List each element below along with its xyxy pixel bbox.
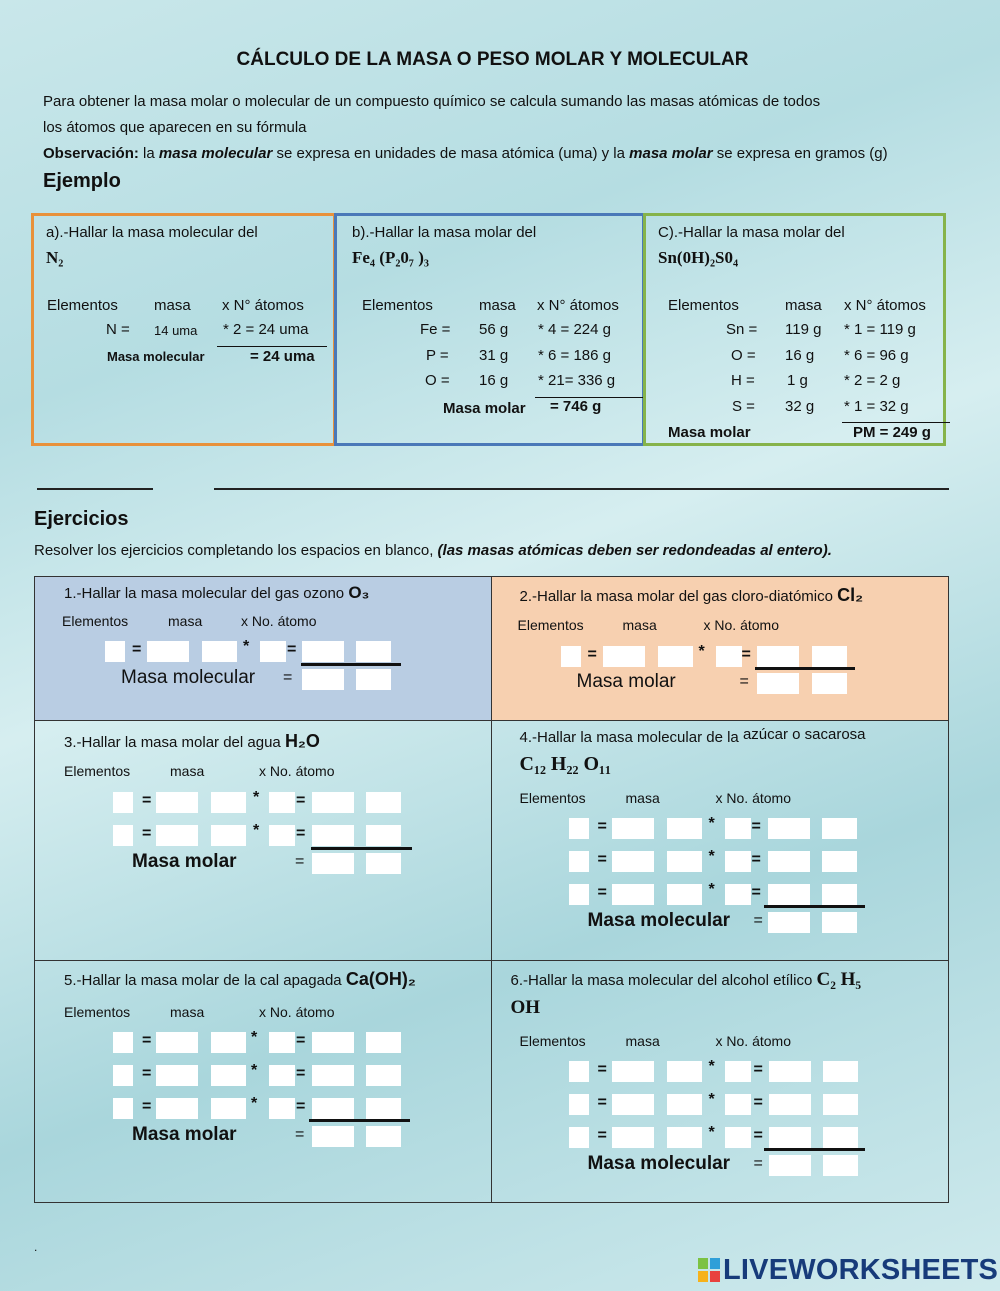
- exercise-1-formula: O₃: [348, 583, 370, 602]
- ex5-r3-product-unit-input[interactable]: [366, 1098, 401, 1119]
- ex2-atoms-input[interactable]: [716, 646, 742, 667]
- ex4-r2-unit-input[interactable]: [667, 851, 702, 872]
- ex6-r3-element-input[interactable]: [569, 1127, 589, 1148]
- ex4-r1-eq-2: =: [751, 818, 761, 835]
- exercise-1-title: [64, 583, 369, 603]
- example-b-header-elementos: Elementos: [362, 297, 433, 314]
- ex2-eq-1: =: [587, 646, 597, 663]
- example-c-row1-element: Sn =: [726, 321, 758, 338]
- example-c-rule: [842, 422, 950, 423]
- exercise-1-title-text: 1.-Hallar la masa molecular del gas ozono: [64, 585, 349, 602]
- ex4-r1-times: *: [708, 815, 715, 832]
- example-b-row1-element: Fe =: [420, 321, 451, 338]
- example-a-total-label: Masa molecular: [107, 349, 205, 364]
- ex2-mass-input[interactable]: [603, 646, 645, 667]
- example-c-row4-element: S =: [732, 398, 755, 415]
- ex6-r3-mass-input[interactable]: [612, 1127, 654, 1148]
- example-c-header-masa: masa: [785, 297, 822, 314]
- ex5-r3-mass-input[interactable]: [156, 1098, 198, 1119]
- ex5-r1-times: *: [251, 1029, 258, 1046]
- example-a-mass: 14 uma: [154, 323, 198, 338]
- example-b-header-atomos: x N° átomos: [537, 297, 619, 314]
- ex6-r1-eq: =: [597, 1061, 607, 1078]
- ex6-r1-mass-input[interactable]: [612, 1061, 654, 1082]
- liveworksheets-logo: [698, 1254, 998, 1287]
- example-b-formula: Fe₄ (P₂0₇ )₃: [352, 248, 430, 267]
- ex4-r3-mass-input[interactable]: [612, 884, 654, 905]
- instructions: [34, 542, 832, 559]
- example-a-rule: [217, 346, 327, 347]
- separator-left: [37, 488, 153, 490]
- exercise-6-formula: C₂ H₅: [816, 969, 862, 990]
- ex3-r1-mass-input[interactable]: [156, 792, 198, 813]
- separator-right: [214, 488, 949, 490]
- ex5-r1-product-input[interactable]: [312, 1032, 354, 1053]
- example-c-row4-mass: 32 g: [785, 398, 815, 415]
- exercise-3-cell: [35, 721, 492, 961]
- example-b-box: [334, 213, 645, 446]
- ex4-total-unit-input[interactable]: [822, 912, 857, 933]
- ex6-r2-product-input[interactable]: [769, 1094, 811, 1115]
- ex1-eq-2: =: [287, 641, 297, 658]
- ex3-r1-product-input[interactable]: [312, 792, 354, 813]
- ex5-r3-times: *: [251, 1095, 258, 1112]
- ex4-r1-product-input[interactable]: [768, 818, 810, 839]
- obs-text-1: la: [138, 145, 159, 162]
- ex2-total-input[interactable]: [757, 673, 799, 694]
- ex1-sum-rule: [301, 663, 401, 666]
- ex3-r2-element-input[interactable]: [113, 825, 133, 846]
- ex4-sum-rule: [764, 905, 865, 908]
- ejercicios-heading: Ejercicios: [34, 508, 129, 530]
- ex3-r2-unit-input[interactable]: [211, 825, 246, 846]
- ejemplo-heading: Ejemplo: [43, 170, 121, 192]
- example-c-row2-product: * 6 = 96 g: [844, 347, 909, 364]
- example-a-formula: N₂: [46, 248, 64, 267]
- ex1-total-input[interactable]: [302, 669, 344, 690]
- exercise-6-title-text: 6.-Hallar la masa molecular del alcohol etílico: [510, 972, 817, 989]
- ex5-eq-total: =: [295, 1126, 305, 1143]
- ex1-mass-unit-input[interactable]: [202, 641, 237, 662]
- obs-text-2: se expresa en unidades de masa atómica (uma) y la: [272, 145, 630, 162]
- example-b-row3-element: O =: [425, 372, 450, 389]
- ex4-r2-element-input[interactable]: [569, 851, 589, 872]
- ex5-r1-unit-input[interactable]: [211, 1032, 246, 1053]
- exercise-6-header-atomo: x No. átomo: [715, 1033, 791, 1049]
- example-c-total-label: Masa molar: [668, 424, 751, 441]
- ex5-r1-eq-2: =: [296, 1032, 306, 1049]
- example-c-row4-product: * 1 = 32 g: [844, 398, 909, 415]
- exercise-6-header-elementos: Elementos: [519, 1033, 586, 1049]
- exercise-1-header-masa: masa: [168, 613, 203, 629]
- ex1-atoms-input[interactable]: [260, 641, 286, 662]
- example-b-title: b).-Hallar la masa molar del: [352, 224, 537, 241]
- ex5-r2-product-input[interactable]: [312, 1065, 354, 1086]
- exercise-5-formula: Ca(OH)₂: [345, 969, 416, 989]
- ex6-r2-mass-input[interactable]: [612, 1094, 654, 1115]
- obs-text-3: se expresa en gramos (g): [712, 145, 888, 162]
- observation-label: Observación:: [43, 145, 139, 162]
- ex6-r2-eq-2: =: [753, 1094, 763, 1111]
- exercise-3-header-elementos: Elementos: [64, 763, 131, 779]
- example-b-row3-product: * 21= 336 g: [538, 372, 616, 389]
- ex1-eq-1: =: [132, 641, 142, 658]
- example-c-total: PM = 249 g: [853, 424, 931, 441]
- ex4-r2-atoms-input[interactable]: [725, 851, 751, 872]
- ex6-r2-eq: =: [597, 1094, 607, 1111]
- example-b-row2-product: * 6 = 186 g: [538, 347, 611, 364]
- ex3-total-input[interactable]: [312, 853, 354, 874]
- example-c-header-elementos: Elementos: [668, 297, 739, 314]
- ex6-r3-atoms-input[interactable]: [725, 1127, 751, 1148]
- exercise-4-header-masa: masa: [625, 790, 660, 806]
- ex5-r1-element-input[interactable]: [113, 1032, 133, 1053]
- example-b-header-masa: masa: [479, 297, 516, 314]
- ex5-r1-product-unit-input[interactable]: [366, 1032, 401, 1053]
- instructions-emphasis: (las masas atómicas deben ser redondeadas al entero).: [437, 542, 832, 559]
- example-c-row3-element: H =: [731, 372, 755, 389]
- ex3-r1-product-unit-input[interactable]: [366, 792, 401, 813]
- exercise-5-header-masa: masa: [170, 1004, 205, 1020]
- ex6-r1-unit-input[interactable]: [667, 1061, 702, 1082]
- ex4-r1-element-input[interactable]: [569, 818, 589, 839]
- ex5-r2-eq-2: =: [296, 1065, 306, 1082]
- ex1-times: *: [243, 638, 250, 655]
- ex4-r3-eq: =: [597, 884, 607, 901]
- ex5-r2-atoms-input[interactable]: [269, 1065, 295, 1086]
- ex4-r1-atoms-input[interactable]: [725, 818, 751, 839]
- ex5-r3-product-input[interactable]: [312, 1098, 354, 1119]
- example-b-row3-mass: 16 g: [479, 372, 509, 389]
- example-c-row3-product: * 2 = 2 g: [844, 372, 901, 389]
- exercise-5-header-elementos: Elementos: [64, 1004, 131, 1020]
- ex4-r3-unit-input[interactable]: [667, 884, 702, 905]
- ex6-r1-element-input[interactable]: [569, 1061, 589, 1082]
- ex3-total-label: Masa molar: [132, 851, 237, 872]
- ex3-r2-atoms-input[interactable]: [269, 825, 295, 846]
- ex4-r2-product-unit-input[interactable]: [822, 851, 857, 872]
- ex4-r1-unit-input[interactable]: [667, 818, 702, 839]
- ex6-r1-product-input[interactable]: [769, 1061, 811, 1082]
- ex4-r2-times: *: [708, 848, 715, 865]
- example-c-box: [643, 213, 946, 446]
- ex5-total-unit-input[interactable]: [366, 1126, 401, 1147]
- exercise-grid: [34, 576, 949, 1203]
- example-b-total: = 746 g: [550, 398, 602, 415]
- ex3-r1-times: *: [253, 789, 260, 806]
- ex4-r3-atoms-input[interactable]: [725, 884, 751, 905]
- example-b-total-label: Masa molar: [443, 400, 526, 417]
- ex5-r2-mass-input[interactable]: [156, 1065, 198, 1086]
- ex4-r2-product-input[interactable]: [768, 851, 810, 872]
- exercise-6-title: [511, 969, 862, 991]
- example-b-row1-mass: 56 g: [479, 321, 509, 338]
- ex5-r2-element-input[interactable]: [113, 1065, 133, 1086]
- example-a-header-masa: masa: [154, 297, 191, 314]
- ex2-total-unit-input[interactable]: [812, 673, 847, 694]
- exercise-3-header-atomo: x No. átomo: [259, 763, 335, 779]
- ex5-r2-unit-input[interactable]: [211, 1065, 246, 1086]
- ex6-r3-times: *: [708, 1124, 715, 1141]
- ex4-r3-element-input[interactable]: [569, 884, 589, 905]
- ex6-r1-eq-2: =: [753, 1061, 763, 1078]
- exercise-2-title-text: 2.-Hallar la masa molar del gas cloro-diatómico: [519, 588, 838, 605]
- exercise-4-header-atomo: x No. átomo: [715, 790, 791, 806]
- ex1-total-label: Masa molecular: [121, 667, 256, 688]
- ex6-r1-product-unit-input[interactable]: [823, 1061, 858, 1082]
- ex2-sum-rule: [755, 667, 855, 670]
- exercise-6-formula-2: OH: [510, 997, 541, 1018]
- ex6-eq-total: =: [753, 1155, 763, 1172]
- ex5-r3-unit-input[interactable]: [211, 1098, 246, 1119]
- page-title: CÁLCULO DE LA MASA O PESO MOLAR Y MOLECULAR: [236, 49, 749, 70]
- ex2-eq-total: =: [739, 673, 749, 690]
- example-c-row1-product: * 1 = 119 g: [844, 321, 916, 338]
- ex2-product-unit-input[interactable]: [812, 646, 847, 667]
- ex4-r2-eq-2: =: [751, 851, 761, 868]
- ex5-r3-eq-2: =: [296, 1098, 306, 1115]
- example-a-title: a).-Hallar la masa molecular del: [46, 224, 258, 241]
- ex3-r1-eq: =: [142, 792, 152, 809]
- exercise-1-header-atomo: x No. átomo: [241, 613, 317, 629]
- ex1-eq-total: =: [283, 669, 293, 686]
- ex3-total-unit-input[interactable]: [366, 853, 401, 874]
- ex2-eq-2: =: [741, 646, 751, 663]
- ex5-total-input[interactable]: [312, 1126, 354, 1147]
- intro-line-2: los átomos que aparecen en su fórmula: [43, 119, 307, 136]
- ex3-r2-eq-2: =: [296, 825, 306, 842]
- ex6-r3-product-input[interactable]: [769, 1127, 811, 1148]
- ex6-r2-times: *: [708, 1091, 715, 1108]
- ex4-r1-eq: =: [597, 818, 607, 835]
- ex1-total-unit-input[interactable]: [356, 669, 391, 690]
- exercise-2-formula: Cl₂: [837, 585, 864, 605]
- ex2-element-input[interactable]: [561, 646, 581, 667]
- exercise-4-title-text-2: azúcar o sacarosa: [742, 726, 866, 743]
- ex5-r3-eq: =: [142, 1098, 152, 1115]
- exercise-3-formula: H₂O: [284, 731, 320, 751]
- ex6-r1-times: *: [708, 1058, 715, 1075]
- ex3-eq-total: =: [295, 853, 305, 870]
- exercise-3-title-text: 3.-Hallar la masa molar del agua: [64, 734, 285, 751]
- ex6-r2-unit-input[interactable]: [667, 1094, 702, 1115]
- exercise-5-title: [64, 969, 416, 990]
- ex4-total-input[interactable]: [768, 912, 810, 933]
- example-c-title: C).-Hallar la masa molar del: [658, 224, 845, 241]
- exercise-3-title: [64, 731, 320, 752]
- ex6-r1-atoms-input[interactable]: [725, 1061, 751, 1082]
- exercise-2-header-atomo: x No. átomo: [703, 617, 779, 633]
- exercise-4-title: [519, 726, 866, 746]
- exercise-1-cell: [35, 577, 492, 721]
- intro-line-1: Para obtener la masa molar o molecular de un compuesto químico se calcula sumando las masas atómicas de todos: [43, 93, 821, 110]
- ex4-r2-mass-input[interactable]: [612, 851, 654, 872]
- example-c-row1-mass: 119 g: [785, 321, 822, 338]
- ex1-product-unit-input[interactable]: [356, 641, 391, 662]
- example-c-formula: Sn(0H)₂S0₄: [658, 248, 739, 267]
- obs-bold-1: masa molecular: [158, 145, 273, 162]
- ex2-total-label: Masa molar: [576, 671, 676, 692]
- obs-bold-2: masa molar: [629, 145, 713, 162]
- example-c-row2-element: O =: [731, 347, 756, 364]
- ex3-r2-times: *: [253, 822, 260, 839]
- ex4-eq-total: =: [753, 912, 763, 929]
- ex5-r2-eq: =: [142, 1065, 152, 1082]
- exercise-4-cell: [491, 721, 949, 961]
- ex3-r1-atoms-input[interactable]: [269, 792, 295, 813]
- ex5-r1-mass-input[interactable]: [156, 1032, 198, 1053]
- ex5-r2-times: *: [251, 1062, 258, 1079]
- footer-dot: .: [34, 1240, 38, 1254]
- ex3-r2-product-input[interactable]: [312, 825, 354, 846]
- ex3-r1-unit-input[interactable]: [211, 792, 246, 813]
- ex1-mass-input[interactable]: [147, 641, 189, 662]
- ex5-total-label: Masa molar: [132, 1124, 237, 1145]
- ex6-r3-eq: =: [597, 1127, 607, 1144]
- ex4-r1-mass-input[interactable]: [612, 818, 654, 839]
- example-c-row3-mass: 1 g: [787, 372, 808, 389]
- ex2-times: *: [698, 643, 705, 660]
- exercise-5-title-text: 5.-Hallar la masa molar de la cal apagada: [64, 972, 346, 989]
- example-c-row2-mass: 16 g: [785, 347, 815, 364]
- ex3-sum-rule: [311, 847, 412, 850]
- ex2-mass-unit-input[interactable]: [658, 646, 693, 667]
- ex6-r3-product-unit-input[interactable]: [823, 1127, 858, 1148]
- ex5-r1-atoms-input[interactable]: [269, 1032, 295, 1053]
- ex3-r1-eq-2: =: [296, 792, 306, 809]
- observation: [43, 145, 888, 162]
- example-b-row2-mass: 31 g: [479, 347, 509, 364]
- ex1-product-input[interactable]: [302, 641, 344, 662]
- ex6-total-input[interactable]: [769, 1155, 811, 1176]
- ex6-sum-rule: [764, 1148, 865, 1151]
- example-a-total: = 24 uma: [250, 348, 315, 365]
- ex6-r2-element-input[interactable]: [569, 1094, 589, 1115]
- ex5-r3-element-input[interactable]: [113, 1098, 133, 1119]
- ex6-r2-product-unit-input[interactable]: [823, 1094, 858, 1115]
- liveworksheets-logo-text: LIVEWORKSHEETS: [723, 1254, 999, 1286]
- ex1-element-input[interactable]: [105, 641, 125, 662]
- ex4-r3-eq-2: =: [751, 884, 761, 901]
- ex5-r1-eq: =: [142, 1032, 152, 1049]
- example-a-header-elementos: Elementos: [47, 297, 118, 314]
- exercise-6-header-masa: masa: [625, 1033, 660, 1049]
- exercise-2-header-elementos: Elementos: [517, 617, 584, 633]
- exercise-2-cell: [491, 577, 949, 721]
- ex6-r3-unit-input[interactable]: [667, 1127, 702, 1148]
- ex3-r2-product-unit-input[interactable]: [366, 825, 401, 846]
- exercise-4-formula: C₁₂ H₂₂ O₁₁: [519, 753, 612, 775]
- example-b-row2-element: P =: [426, 347, 449, 364]
- ex4-total-label: Masa molecular: [587, 910, 731, 931]
- ex6-total-unit-input[interactable]: [823, 1155, 858, 1176]
- exercise-2-header-masa: masa: [622, 617, 657, 633]
- example-b-row1-product: * 4 = 224 g: [538, 321, 611, 338]
- ex6-r3-eq-2: =: [753, 1127, 763, 1144]
- ex6-r2-atoms-input[interactable]: [725, 1094, 751, 1115]
- exercise-2-title: [520, 585, 864, 606]
- ex5-r2-product-unit-input[interactable]: [366, 1065, 401, 1086]
- exercise-1-header-elementos: Elementos: [62, 613, 129, 629]
- ex5-sum-rule: [309, 1119, 410, 1122]
- example-a-product: * 2 = 24 uma: [223, 321, 309, 338]
- exercise-4-title-text: 4.-Hallar la masa molecular de la: [519, 729, 743, 746]
- ex3-r2-mass-input[interactable]: [156, 825, 198, 846]
- liveworksheets-logo-icon: [698, 1258, 720, 1282]
- exercise-4-header-elementos: Elementos: [519, 790, 586, 806]
- example-a-element: N =: [106, 321, 130, 338]
- exercise-3-header-masa: masa: [170, 763, 205, 779]
- instructions-text: Resolver los ejercicios completando los espacios en blanco,: [34, 542, 438, 559]
- ex4-r3-times: *: [708, 881, 715, 898]
- exercise-5-cell: [35, 961, 492, 1203]
- exercise-5-header-atomo: x No. átomo: [259, 1004, 335, 1020]
- ex4-r3-product-input[interactable]: [768, 884, 810, 905]
- ex4-r1-product-unit-input[interactable]: [822, 818, 857, 839]
- exercise-6-cell: [491, 961, 949, 1203]
- ex2-product-input[interactable]: [757, 646, 799, 667]
- example-c-header-atomos: x N° átomos: [844, 297, 926, 314]
- ex3-r2-eq: =: [142, 825, 152, 842]
- ex4-r2-eq: =: [597, 851, 607, 868]
- example-a-header-atomos: x N° átomos: [222, 297, 304, 314]
- ex3-r1-element-input[interactable]: [113, 792, 133, 813]
- ex6-total-label: Masa molecular: [587, 1153, 731, 1174]
- example-a-box: [31, 213, 336, 446]
- ex5-r3-atoms-input[interactable]: [269, 1098, 295, 1119]
- ex4-r3-product-unit-input[interactable]: [822, 884, 857, 905]
